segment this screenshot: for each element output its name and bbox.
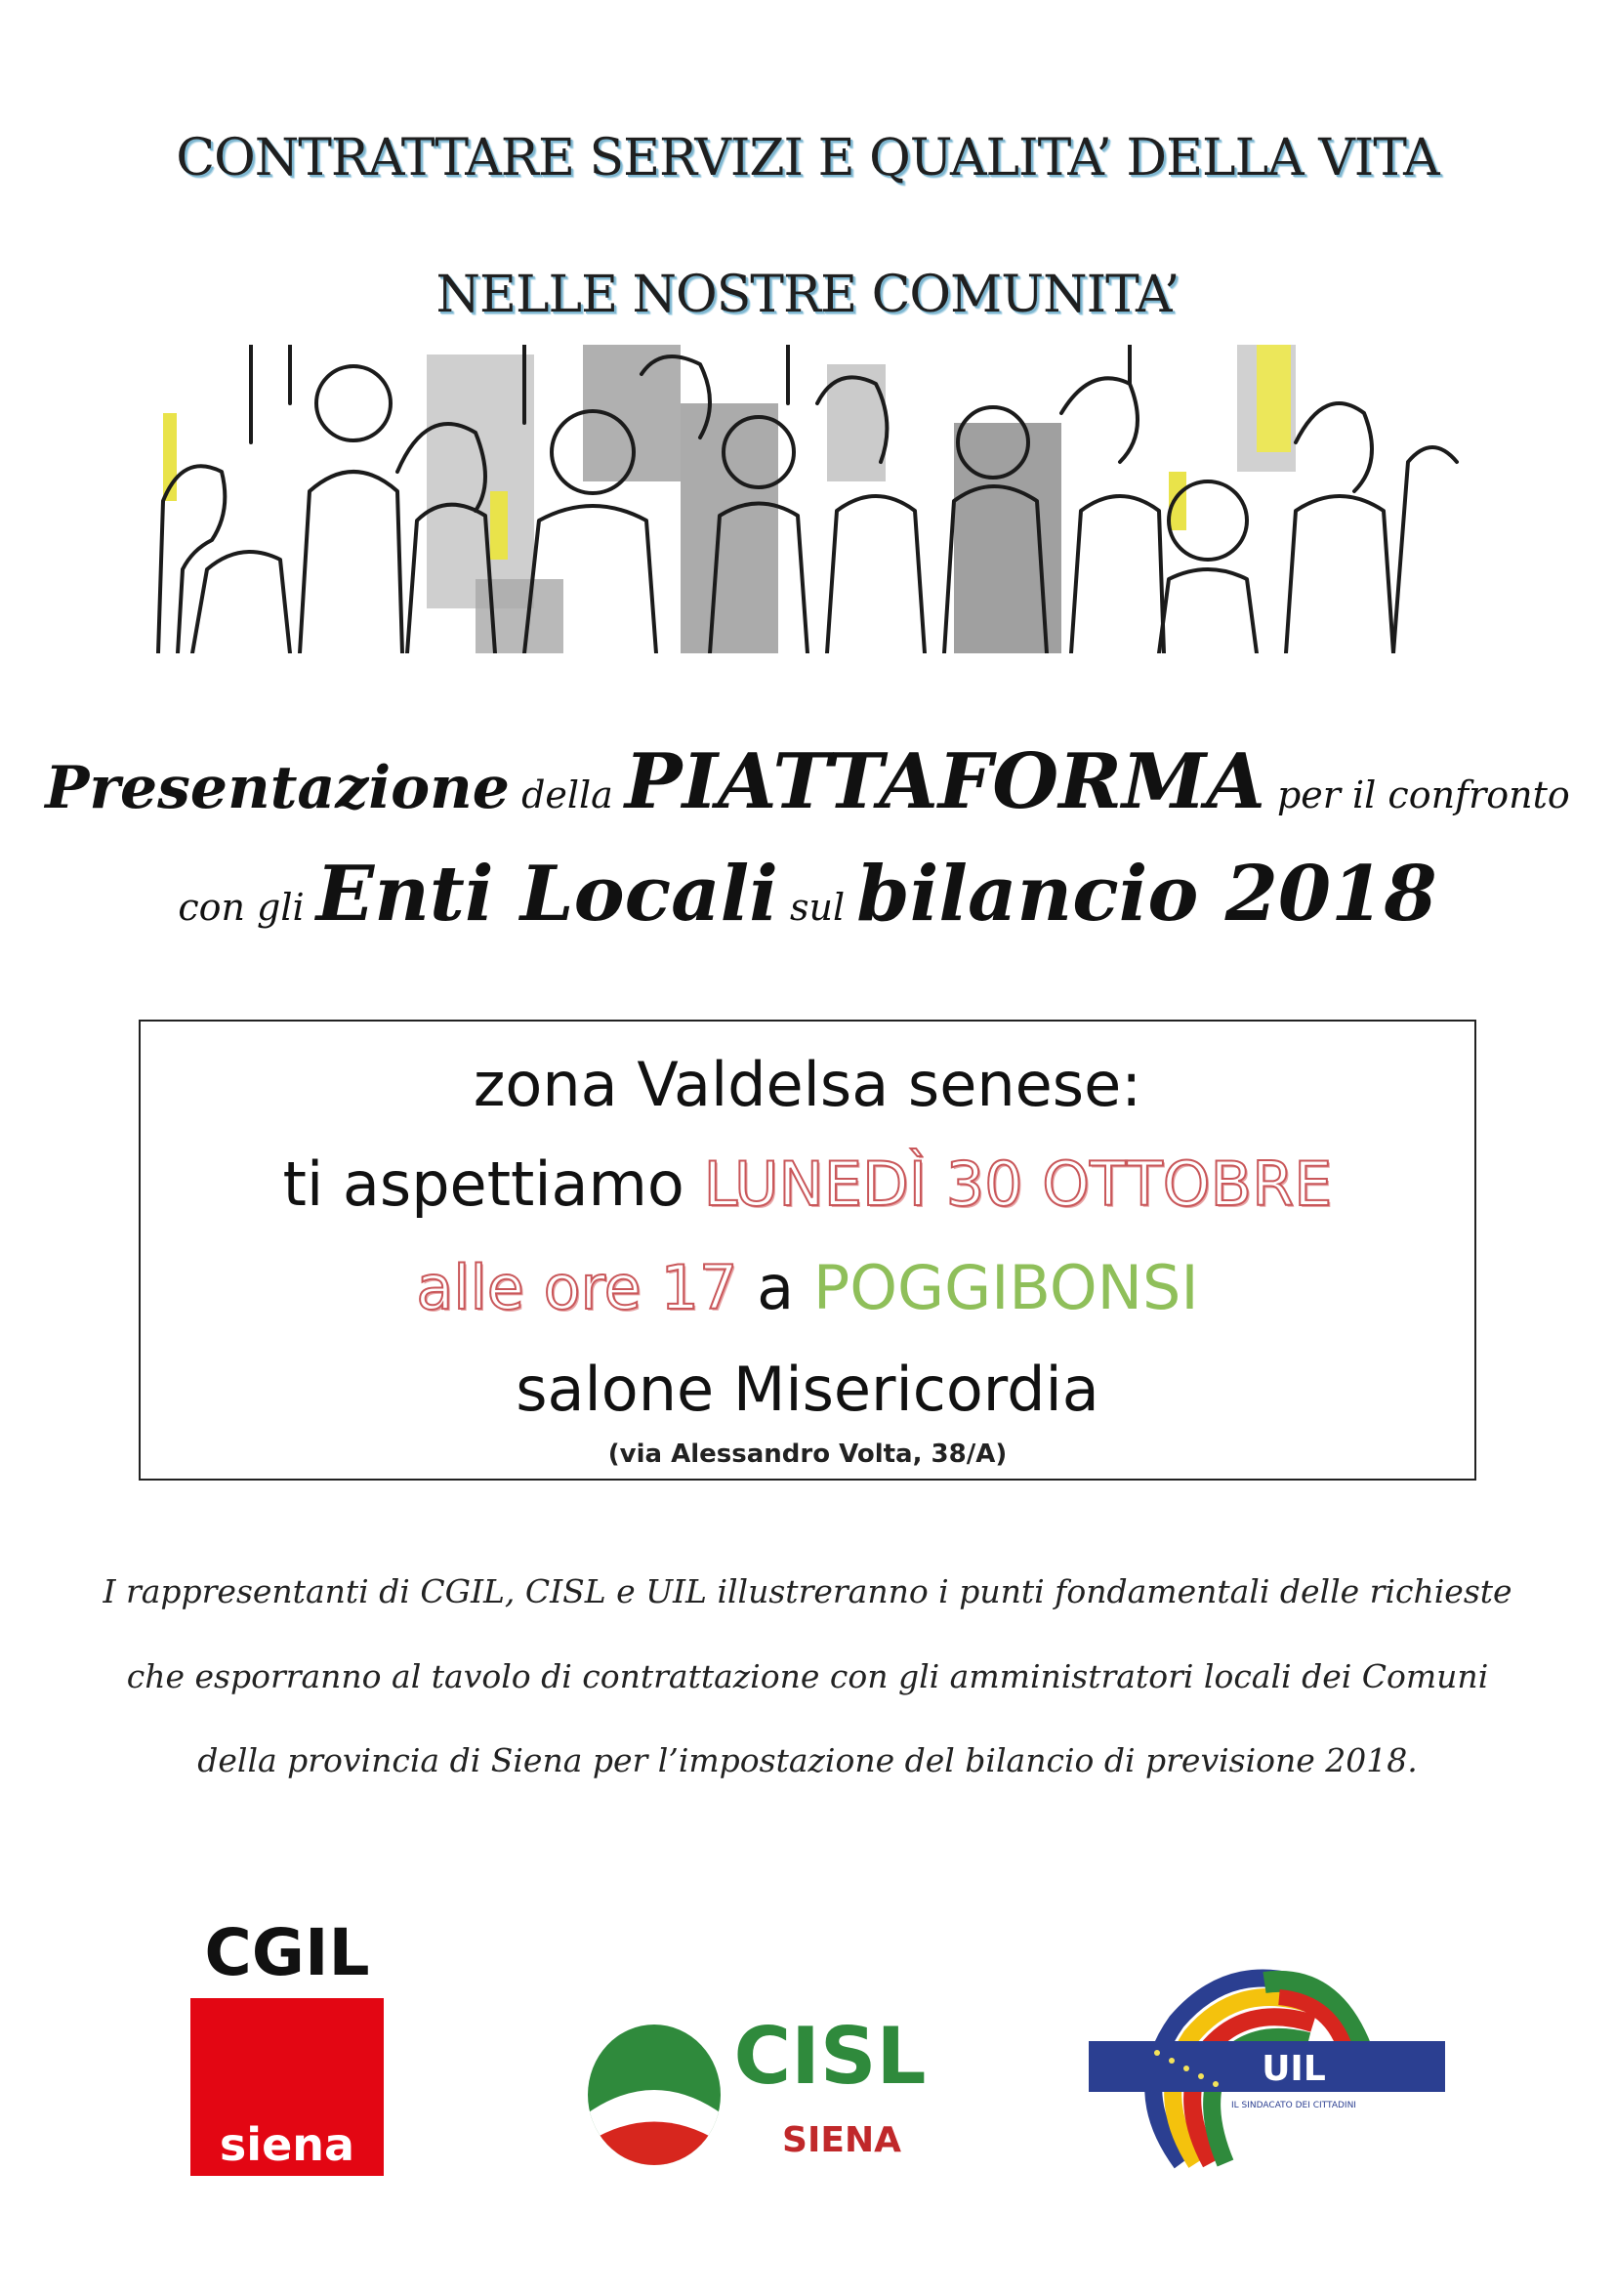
cgil-logo-subtext: siena <box>219 2118 355 2171</box>
event-invite: ti aspettiamo <box>282 1148 704 1220</box>
presentation-word: bilancio 2018 <box>856 850 1437 939</box>
presentation-word: PIATTAFORMA <box>624 737 1265 826</box>
presentation-word: Enti Locali <box>315 850 778 939</box>
event-date: LUNEDÌ 30 OTTOBRE <box>703 1148 1333 1220</box>
description-line2: che esporranno al tavolo di contrattazione con gli amministratori locali dei Comuni <box>126 1657 1489 1695</box>
cisl-siena-logo <box>586 2007 957 2173</box>
presentation-word: della <box>509 773 625 816</box>
event-time-line <box>141 1252 1474 1323</box>
event-zone: zona Valdelsa senese: <box>473 1049 1142 1120</box>
event-time: alle ore 17 <box>416 1252 738 1323</box>
crowd-illustration <box>153 345 1462 653</box>
uil-logo-tagline: IL SINDACATO DEI CITTADINI <box>1231 2101 1356 2110</box>
uil-logo-text: UIL <box>1262 2049 1326 2089</box>
wash <box>427 355 534 608</box>
yellow-accent <box>1257 345 1291 452</box>
event-date-line <box>141 1148 1474 1220</box>
uil-logo <box>1089 1943 1445 2183</box>
header-title-line1: CONTRATTARE SERVIZI E QUALITA’ DELLA VITA <box>176 129 1439 188</box>
event-box <box>139 1020 1476 1481</box>
header-title-line2: NELLE NOSTRE COMUNITA’ <box>435 266 1180 324</box>
event-city: POGGIBONSI <box>812 1252 1199 1323</box>
event-at: a <box>737 1252 813 1323</box>
cgil-siena-logo <box>190 1904 384 2176</box>
presentation-word: per il confronto <box>1264 773 1570 816</box>
presentation-word: con gli <box>178 886 316 929</box>
event-venue: salone Misericordia <box>516 1354 1099 1425</box>
presentation-word: Presentazione <box>45 754 510 822</box>
presentation-line1 <box>0 737 1615 826</box>
cgil-logo-text: CGIL <box>204 1915 370 1990</box>
cisl-logo-subtext: SIENA <box>782 2120 901 2160</box>
presentation-word: sul <box>777 886 857 929</box>
wash <box>681 403 778 653</box>
presentation-line2 <box>0 850 1615 939</box>
description-line3: della provincia di Siena per l’impostazione del bilancio di previsione 2018. <box>197 1741 1418 1779</box>
yellow-accent <box>1169 472 1186 530</box>
yellow-accent <box>490 491 508 560</box>
description-line1: I rappresentanti di CGIL, CISL e UIL illustreranno i punti fondamentali delle richieste <box>103 1572 1512 1610</box>
event-address: (via Alessandro Volta, 38/A) <box>607 1440 1008 1469</box>
cisl-logo-text: CISL <box>733 2011 927 2102</box>
